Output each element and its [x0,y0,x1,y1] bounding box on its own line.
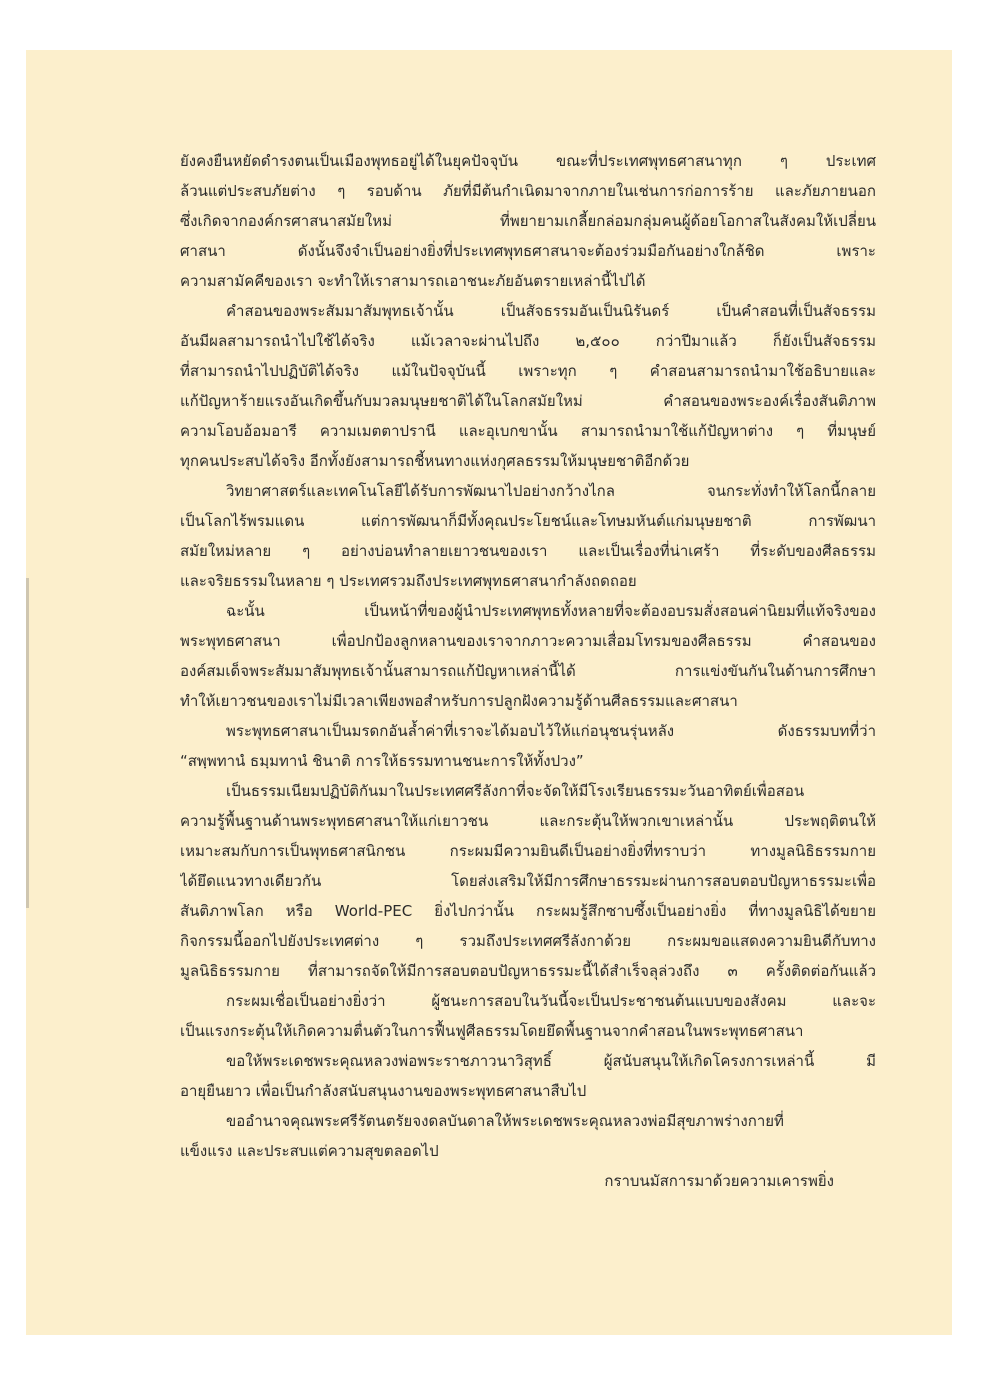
letter-body [180,146,876,1196]
body-line: เหมาะสมกับการเป็นพุทธศาสนิกชน กระผมมีความยินดีเป็นอย่างยิ่งที่ทราบว่า ทางมูลนิธิธรรมกาย [180,842,876,860]
letter-lines [180,146,876,1166]
body-line: วิทยาศาสตร์และเทคโนโลยีได้รับการพัฒนาไปอย่างกว้างไกล จนกระทั่งทำให้โลกนี้กลาย [226,482,876,500]
body-line: แข็งแรง และประสบแต่ความสุขตลอดไป [180,1142,439,1160]
body-line: ความโอบอ้อมอารี ความเมตตาปรานี และอุเบกขานั้น สามารถนำมาใช้แก้ปัญหาต่าง ๆ ที่มนุษย์ [180,422,876,440]
body-line: ได้ยึดแนวทางเดียวกัน โดยส่งเสริมให้มีการศึกษาธรรมะผ่านการสอบตอบปัญหาธรรมะเพื่อ [180,872,876,890]
body-line: สมัยใหม่หลาย ๆ อย่างบ่อนทำลายเยาวชนของเรา และเป็นเรื่องที่น่าเศร้า ที่ระดับของศีลธรรม [180,542,876,560]
body-line: พระพุทธศาสนาเป็นมรดกอันล้ำค่าที่เราจะได้มอบไว้ให้แก่อนุชนรุ่นหลัง ดังธรรมบทที่ว่า [226,722,876,740]
body-line: ทุกคนประสบได้จริง อีกทั้งยังสามารถชี้หนทางแห่งกุศลธรรมให้มนุษยชาติอีกด้วย [180,452,690,470]
closing-salutation: กราบนมัสการมาด้วยความเคารพยิ่ง [604,1172,834,1190]
body-line: มูลนิธิธรรมกาย ที่สามารถจัดให้มีการสอบตอบปัญหาธรรมะนี้ได้สำเร็จลุล่วงถึง ๓ ครั้งติดต่อกันแล้ว [180,962,876,980]
body-line: ที่สามารถนำไปปฏิบัติได้จริง แม้ในปัจจุบันนี้ เพราะทุก ๆ คำสอนสามารถนำมาใช้อธิบายและ [180,362,876,380]
body-line: องค์สมเด็จพระสัมมาสัมพุทธเจ้านั้นสามารถแก้ปัญหาเหล่านี้ได้ การแข่งขันกันในด้านการศึกษา [180,662,876,680]
body-line: ขออำนาจคุณพระศรีรัตนตรัยจงดลบันดาลให้พระเดชพระคุณหลวงพ่อมีสุขภาพร่างกายที่ [226,1112,784,1130]
body-line: ศาสนา ดังนั้นจึงจำเป็นอย่างยิ่งที่ประเทศพุทธศาสนาจะต้องร่วมมือกันอย่างใกล้ชิด เพราะ [180,242,876,260]
body-line: ล้วนแต่ประสบภัยต่าง ๆ รอบด้าน ภัยที่มีต้นกำเนิดมาจากภายในเช่นการก่อการร้าย และภัยภายนอก [180,182,876,200]
body-line: อันมีผลสามารถนำไปใช้ได้จริง แม้เวลาจะผ่านไปถึง ๒,๕๐๐ กว่าปีมาแล้ว ก็ยังเป็นสัจธรรม [180,332,876,350]
body-line: ความสามัคคีของเรา จะทำให้เราสามารถเอาชนะภัยอันตรายเหล่านี้ไปได้ [180,272,646,290]
body-line: เป็นธรรมเนียมปฏิบัติกันมาในประเทศศรีลังกาที่จะจัดให้มีโรงเรียนธรรมะวันอาทิตย์เพื่อสอน [226,782,805,800]
body-line: “สพฺพทานํ ธมฺมทานํ ชินาติ การให้ธรรมทานชนะการให้ทั้งปวง” [180,752,584,770]
body-line: สันติภาพโลก หรือ World-PEC ยิ่งไปกว่านั้น กระผมรู้สึกซาบซึ้งเป็นอย่างยิ่ง ที่ทางมูลนิธิได้ขยาย [180,902,876,920]
body-line: ความรู้พื้นฐานด้านพระพุทธศาสนาให้แก่เยาวชน และกระตุ้นให้พวกเขาเหล่านั้น ประพฤติตนให้ [180,812,876,830]
body-line: ยังคงยืนหยัดดำรงตนเป็นเมืองพุทธอยู่ได้ในยุคปัจจุบัน ขณะที่ประเทศพุทธศาสนาทุก ๆ ประเทศ [180,152,876,170]
body-line: กระผมเชื่อเป็นอย่างยิ่งว่า ผู้ชนะการสอบในวันนี้จะเป็นประชาชนต้นแบบของสังคม และจะ [226,992,876,1010]
body-line: ขอให้พระเดชพระคุณหลวงพ่อพระราชภาวนาวิสุทธิ์ ผู้สนับสนุนให้เกิดโครงการเหล่านี้ มี [226,1052,876,1070]
body-line: คำสอนของพระสัมมาสัมพุทธเจ้านั้น เป็นสัจธรรมอันเป็นนิรันดร์ เป็นคำสอนที่เป็นสัจธรรม [226,302,876,320]
body-line: แก้ปัญหาร้ายแรงอันเกิดขึ้นกับมวลมนุษยชาติได้ในโลกสมัยใหม่ คำสอนของพระองค์เรื่องสันติภาพ [180,392,876,410]
body-line: เป็นแรงกระตุ้นให้เกิดความตื่นตัวในการฟื้นฟูศีลธรรมโดยยึดพื้นฐานจากคำสอนในพระพุทธศาสนา [180,1022,804,1040]
body-line: พระพุทธศาสนา เพื่อปกป้องลูกหลานของเราจากภาวะความเสื่อมโทรมของศีลธรรม คำสอนของ [180,632,876,650]
body-line: ฉะนั้น เป็นหน้าที่ของผู้นำประเทศพุทธทั้งหลายที่จะต้องอบรมสั่งสอนค่านิยมที่แท้จริงของ [226,602,876,620]
body-line: ทำให้เยาวชนของเราไม่มีเวลาเพียงพอสำหรับการปลูกฝังความรู้ด้านศีลธรรมและศาสนา [180,692,738,710]
body-line: อายุยืนยาว เพื่อเป็นกำลังสนับสนุนงานของพระพุทธศาสนาสืบไป [180,1082,587,1100]
body-line: เป็นโลกไร้พรมแดน แต่การพัฒนาก็มีทั้งคุณประโยชน์และโทษมหันต์แก่มนุษยชาติ การพัฒนา [180,512,876,530]
binding-edge-mark [26,578,29,908]
body-line: ซึ่งเกิดจากองค์กรศาสนาสมัยใหม่ ที่พยายามเกลี้ยกล่อมกลุ่มคนผู้ด้อยโอกาสในสังคมให้เปลี่ยน [180,212,876,230]
body-line: และจริยธรรมในหลาย ๆ ประเทศรวมถึงประเทศพุทธศาสนากำลังถดถอย [180,572,637,590]
body-line: กิจกรรมนี้ออกไปยังประเทศต่าง ๆ รวมถึงประเทศศรีลังกาด้วย กระผมขอแสดงความยินดีกับทาง [180,932,876,950]
